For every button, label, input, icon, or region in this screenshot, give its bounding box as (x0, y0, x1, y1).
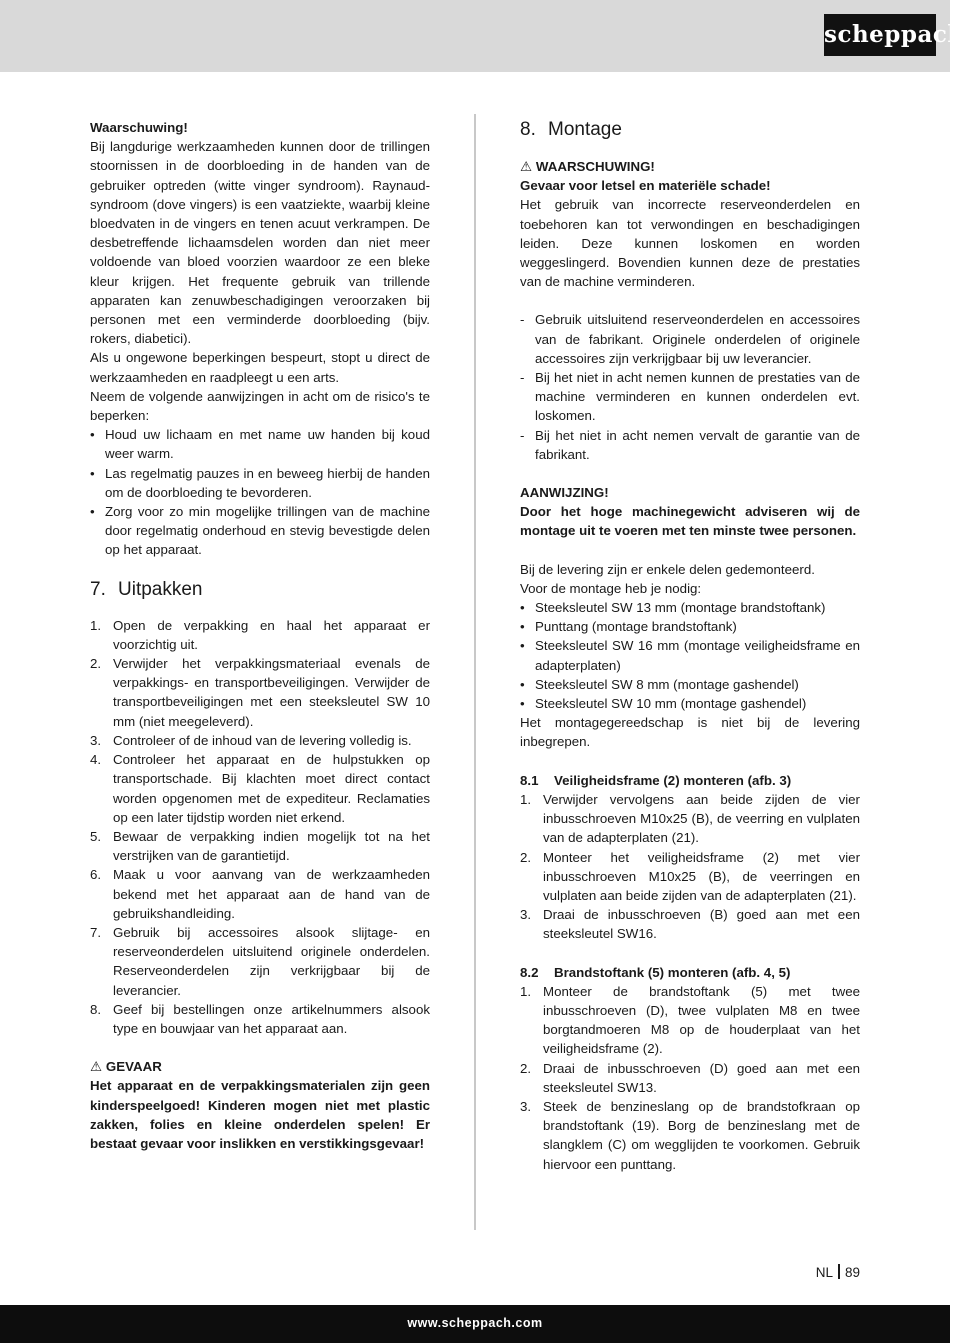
list-item: 1. Monteer de brandstoftank (5) met twee inbusschroeven (D), twee vulplaten M8 en twee borgtandmoeren M8 op de houderplaat van het veiligheidsframe (2). (520, 983, 860, 1057)
parts-dash-list (520, 310, 860, 464)
section-7-heading: 7. Uitpakken (90, 578, 203, 600)
unpacking-steps (90, 616, 430, 1038)
list-item: - Gebruik uitsluitend reserveonderdelen en accessoires van de fabrikant. Originele onderdelen of originele accessoires zijn verkrijgbaar bij uw leverancier. (520, 312, 860, 366)
list-item: 1. Verwijder vervolgens aan beide zijden de vier inbusschroeven M10x25 (B), de veerring en vulplaten van de adapterplaten (21). (520, 791, 860, 846)
list-item: • Punttang (montage brandstoftank) (520, 619, 737, 635)
footer-bar (0, 1305, 950, 1343)
tools-list (520, 598, 860, 713)
list-item: 8. Geef bij bestellingen onze artikelnummers alsook type en bouwjaar van het apparaat aan. (90, 1001, 430, 1036)
list-item: 3. Draai de inbusschroeven (B) goed aan met een steeksleutel SW16. (520, 907, 860, 942)
list-item: 4. Controleer het apparaat en de hulpstukken op transportschade. Bij klachten moet direct contact worden opgenomen met de expediteur. Reclamaties op een later tijdstip worden niet erkend. (90, 752, 430, 825)
header-bar (0, 0, 965, 72)
tank-steps (520, 982, 860, 1174)
page-number: NL 89 (815, 1265, 860, 1280)
page-separator (838, 1264, 840, 1279)
list-item: 3. Controleer of de inhoud van de levering volledig is. (90, 732, 412, 748)
danger-text: Het apparaat en de verpakkingsmaterialen zijn geen kinderspeelgoed! Kinderen mogen niet met plastic zakken, folies en kleine onderdelen spelen! Er bestaat gevaar voor inslikken en verstikkingsgevaar! (90, 1078, 430, 1151)
note-text: Door het hoge machinegewicht adviseren wij de montage uit te voeren met ten minste twee personen. (520, 504, 860, 539)
paragraph-risk-advice: Neem de volgende aanwijzingen in acht om de risico's te beperken: (90, 388, 430, 424)
warning-label: ⚠ WAARSCHUWING! (520, 157, 860, 176)
list-item: 5. Bewaar de verpakking indien mogelijk tot na het verstrijken van de garantietijd. (90, 828, 430, 864)
website-link[interactable]: www.scheppach.com (407, 1316, 543, 1330)
list-item: 2. Draai de inbusschroeven (D) goed aan met een steeksleutel SW13. (520, 1060, 860, 1095)
danger-label: ⚠ GEVAAR (90, 1057, 430, 1076)
risk-bullet-list (90, 425, 430, 559)
delivery-line-1: Bij de levering zijn er enkele delen gedemonteerd. (520, 561, 815, 577)
section-8-1-heading: 8.1 Veiligheidsframe (2) monteren (afb. 3) (520, 772, 792, 788)
warning-subtitle: Gevaar voor letsel en materiële schade! (520, 178, 771, 194)
list-item: • Steeksleutel SW 16 mm (montage veiligheidsframe en adapterplaten) (520, 638, 860, 673)
list-item: • Zorg voor zo min mogelijke trillingen van de machine door regelmatig onderhoud en stevig bevestigde delen op het apparaat. (90, 504, 430, 558)
list-item: 2. Verwijder het verpakkingsmateriaal evenals de verpakkings- en transportbeveiligingen. Verwijder de transportbeveiligingen met een steeksleutel SW 10 mm (niet meegeleverd). (90, 656, 430, 729)
paragraph-consult-doctor: Als u ongewone beperkingen bespeurt, stopt u direct de werkzaamheden en raadpleegt u een arts. (90, 350, 430, 385)
warning-title: Waarschuwing! (90, 120, 188, 135)
list-item: • Steeksleutel SW 8 mm (montage gashendel) (520, 676, 799, 692)
list-item: 3. Steek de benzineslang op de brandstofkraan op brandstoftank (19). Borg de benzineslang met de slangklem (C) om wegglijden te voorkomen. Gebruik hiervoor een punttang. (520, 1098, 860, 1172)
note-label: AANWIJZING! (520, 485, 609, 501)
list-item: - Bij het niet in acht nemen vervalt de garantie van de fabrikant. (520, 427, 860, 462)
warning-triangle-icon: ⚠ (90, 1059, 102, 1075)
tools-note: Het montagegereedschap is niet bij de levering inbegrepen. (520, 715, 860, 750)
list-item: 7. Gebruik bij accessoires alsook slijtage- en reserveonderdelen uitsluitend originele onderdelen. Reserveonderdelen zijn verkrijgbaar bij de leverancier. (90, 924, 430, 998)
column-divider (474, 114, 476, 1230)
intro-paragraph: Bij langdurige werkzaamheden kunnen door de trillingen stoornissen in de doorbloeding in de handen van de gebruiker optreden (witte vinger syndroom). Raynaud-syndroom (dove vingers) is een vaatziekte, waarbij kleine bloedvaten in de vingers en tenen acuut verkrampen. De desbetreffende lichaamsdelen worden dan niet meer voldoende van bloed voorzien waardoor ze een bleke kleur krijgen. Het frequente gebruik van trillende apparaten kan zenuwbeschadigingen veroorzaken bij personen met een verminderde doorbloeding (bijv. rokers, diabetici). (90, 139, 430, 347)
section-8-heading: 8. Montage (520, 119, 622, 140)
left-column (90, 118, 430, 1153)
warning-text: Het gebruik van incorrecte reserveonderdelen en toebehoren kan tot verwondingen en beschadigingen leiden. Deze kunnen loskomen en worden weggeslingerd. Bovendien kunnen deze de prestaties van de machine verminderen. (520, 197, 860, 290)
list-item: - Bij het niet in acht nemen kunnen de prestaties van de machine verminderen en kunnen onderdelen evt. loskomen. (520, 370, 860, 424)
frame-steps (520, 790, 860, 944)
right-column (520, 118, 860, 1174)
list-item: • Steeksleutel SW 10 mm (montage gashendel) (520, 696, 807, 712)
delivery-line-2: Voor de montage heb je nodig: (520, 580, 702, 596)
warning-triangle-icon: ⚠ (520, 159, 532, 174)
list-item: • Houd uw lichaam en met name uw handen bij koud weer warm. (90, 427, 430, 462)
scheppach-logo: scheppach (824, 14, 936, 56)
list-item: 1. Open de verpakking en haal het apparaat er voorzichtig uit. (90, 617, 430, 652)
list-item: 6. Maak u voor aanvang van de werkzaamheden bekend met het apparaat aan de hand van de gebruikshandleiding. (90, 867, 430, 921)
section-8-2-heading: 8.2 Brandstoftank (5) monteren (afb. 4, 5) (520, 964, 791, 980)
list-item: • Las regelmatig pauzes in en beweeg hierbij de handen om de doorbloeding te bevorderen. (90, 465, 430, 500)
list-item: 2. Monteer het veiligheidsframe (2) met vier inbusschroeven M10x25 (B), de veerringen en vulplaten aan beide zijden van de adapterplaten (21). (520, 849, 860, 903)
list-item: • Steeksleutel SW 13 mm (montage brandstoftank) (520, 600, 826, 616)
